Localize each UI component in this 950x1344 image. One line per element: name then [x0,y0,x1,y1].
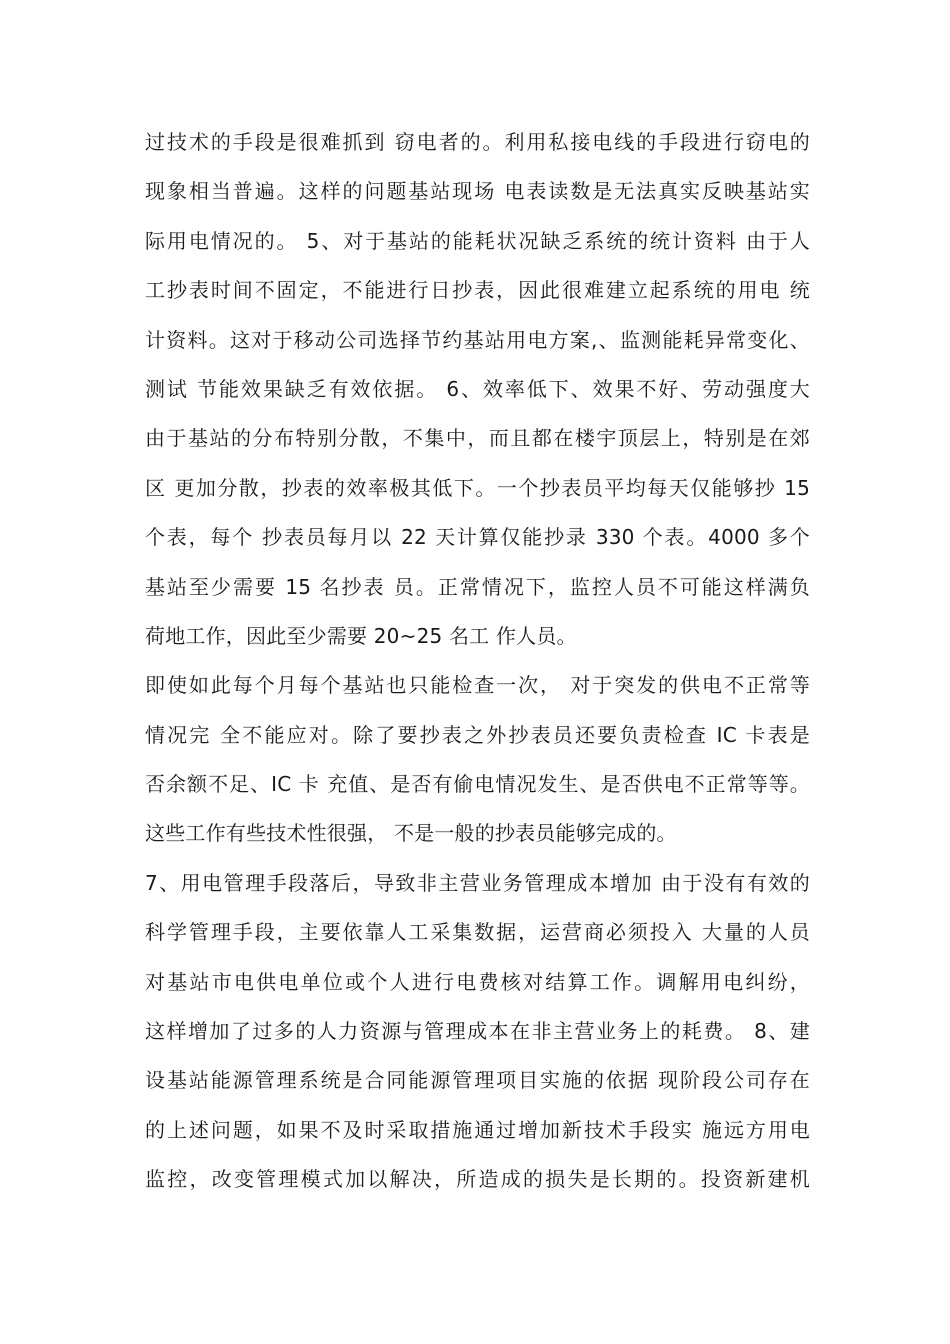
text-line-20: 设基站能源管理系统是合同能源管理项目实施的依据 现阶段公司存在 [145,1068,810,1093]
text-line-15: 这些工作有些技术性很强， 不是一般的抄表员能够完成的。 [145,821,677,846]
text-line-12: 即使如此每个月每个基站也只能检查一次， 对于突发的供电不正常等 [145,673,810,698]
text-line-18: 对基站市电供电单位或个人进行电费核对结算工作。调解用电纠纷， [145,969,810,994]
text-line-17: 科学管理手段，主要依靠人工采集数据，运营商必须投入 大量的人员 [145,920,810,945]
text-line-7: 由于基站的分布特别分散，不集中，而且都在楼宇顶层上，特别是在郊 [145,426,810,451]
text-line-5: 计资料。这对于移动公司选择节约基站用电方案,、监测能耗异常变化、 [145,327,810,352]
text-line-13: 情况完 全不能应对。除了要抄表之外抄表员还要负责检查 IC 卡表是 [145,722,810,747]
text-line-10: 基站至少需要 15 名抄表 员。正常情况下，监控人员不可能这样满负 [145,574,810,599]
text-line-14: 否余额不足、IC 卡 充值、是否有偷电情况发生、是否供电不正常等等。 [145,772,810,797]
text-line-21: 的上述问题，如果不及时采取措施通过增加新技术手段实 施远方用电 [145,1117,810,1142]
text-line-2: 现象相当普遍。这样的问题基站现场 电表读数是无法真实反映基站实 [145,179,810,204]
text-line-9: 个表，每个 抄表员每月以 22 天计算仅能抄录 330 个表。4000 多个 [145,525,810,550]
text-line-19: 这样增加了过多的人力资源与管理成本在非主营业务上的耗费。 8、建 [145,1019,810,1044]
text-line-6: 测试 节能效果缺乏有效依据。 6、效率低下、效果不好、劳动强度大 [145,376,810,401]
text-line-22: 监控，改变管理模式加以解决，所造成的损失是长期的。投资新建机 [145,1167,810,1192]
text-line-1: 过技术的手段是很难抓到 窃电者的。利用私接电线的手段进行窃电的 [145,130,810,154]
text-line-11: 荷地工作，因此至少需要 20~25 名工 作人员。 [145,623,577,648]
text-line-8: 区 更加分散，抄表的效率极其低下。一个抄表员平均每天仅能够抄 15 [145,475,810,500]
text-line-16: 7、用电管理手段落后，导致非主营业务管理成本增加 由于没有有效的 [145,870,810,895]
body-text [145,118,810,1205]
text-line-3: 际用电情况的。 5、对于基站的能耗状况缺乏系统的统计资料 由于人 [145,228,810,253]
text-line-4: 工抄表时间不固定，不能进行日抄表，因此很难建立起系统的用电 统 [145,278,810,303]
